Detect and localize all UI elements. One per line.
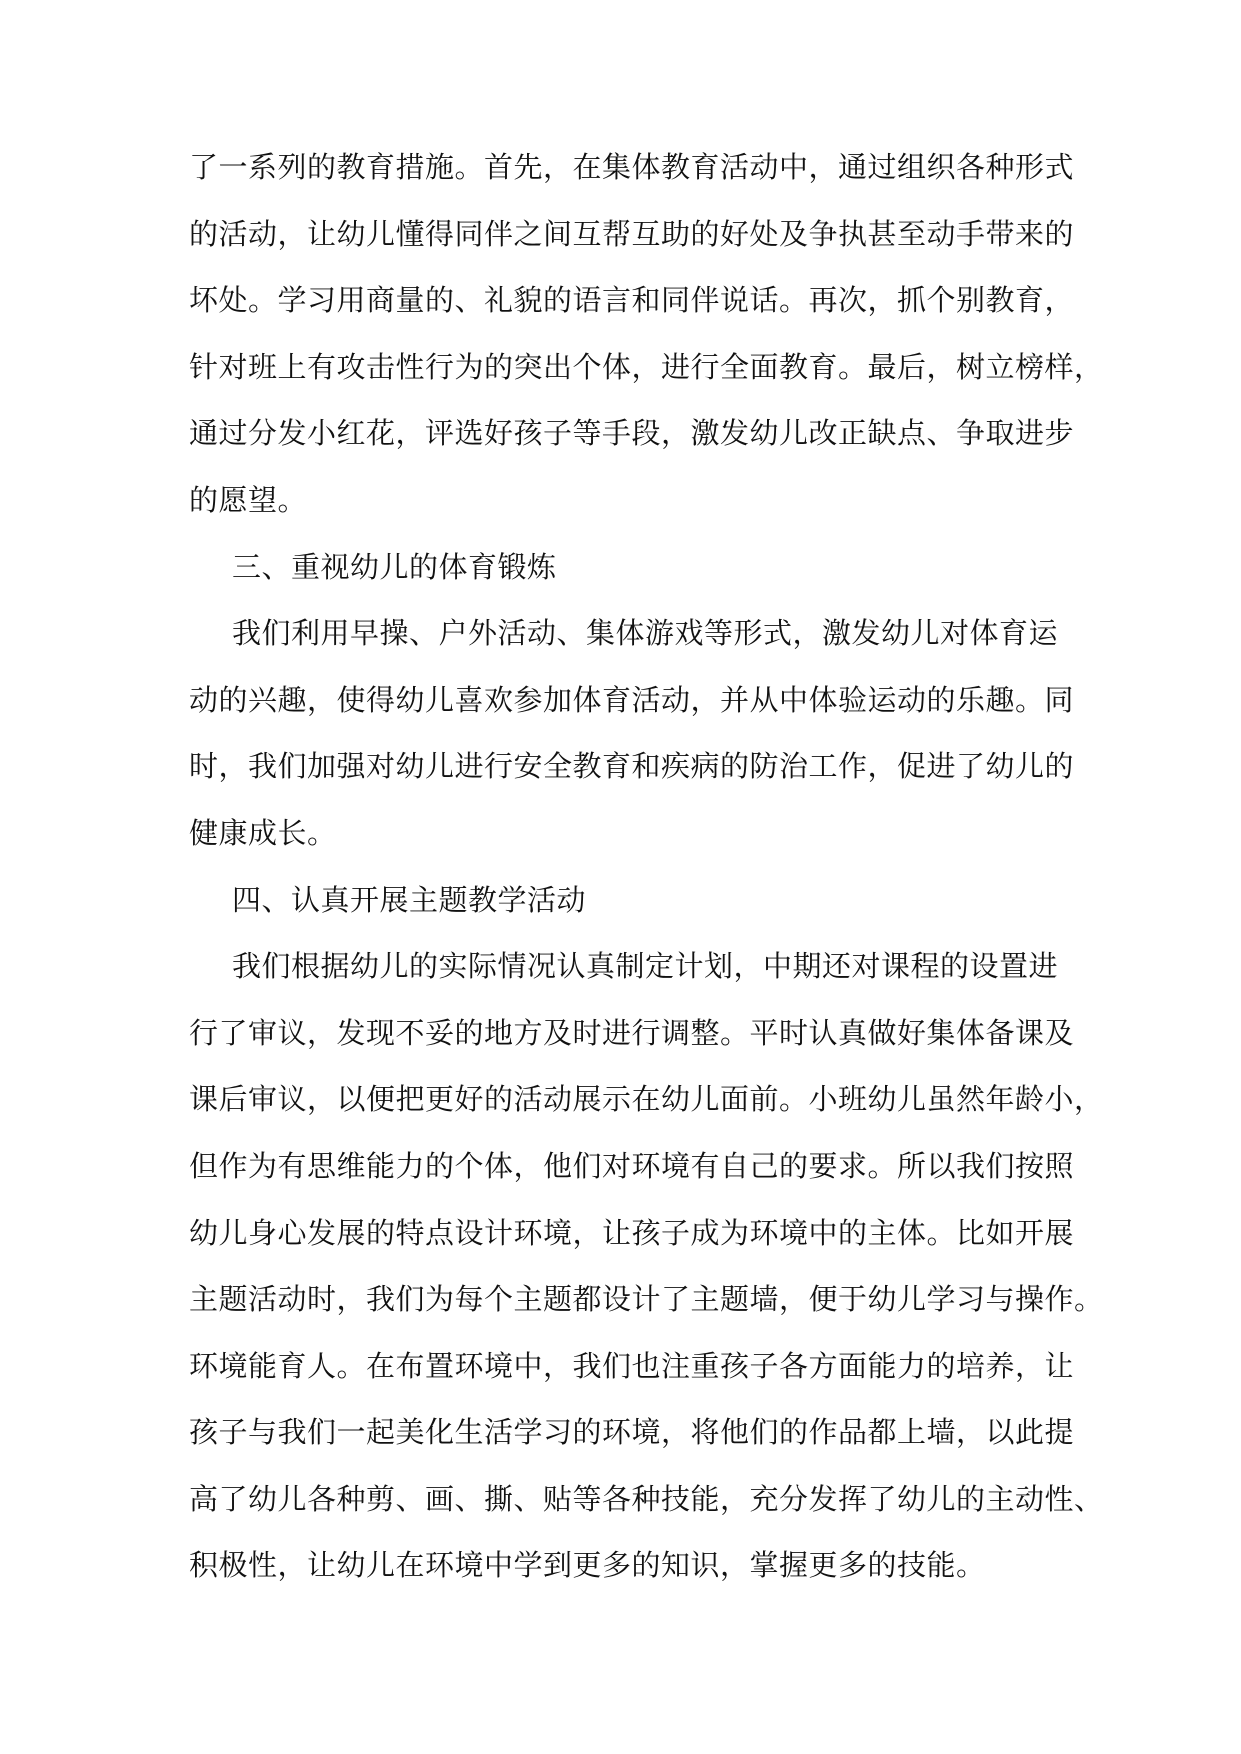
section-heading: 四、认真开展主题教学活动 bbox=[232, 882, 587, 917]
text-line: 时，我们加强对幼儿进行安全教育和疾病的防治工作，促进了幼儿的 bbox=[189, 749, 1075, 784]
text-line: 的活动，让幼儿懂得同伴之间互帮互助的好处及争执甚至动手带来的 bbox=[189, 216, 1075, 251]
text-line: 课后审议，以便把更好的活动展示在幼儿面前。小班幼儿虽然年龄小， bbox=[189, 1082, 1104, 1117]
text-line: 了一系列的教育措施。首先，在集体教育活动中，通过组织各种形式 bbox=[189, 150, 1075, 184]
text-line: 孩子与我们一起美化生活学习的环境，将他们的作品都上墙，以此提 bbox=[189, 1415, 1075, 1450]
text-line: 我们根据幼儿的实际情况认真制定计划，中期还对课程的设置进 bbox=[232, 949, 1059, 984]
text-line: 环境能育人。在布置环境中，我们也注重孩子各方面能力的培养，让 bbox=[189, 1348, 1075, 1383]
text-line: 高了幼儿各种剪、画、撕、贴等各种技能，充分发挥了幼儿的主动性、 bbox=[189, 1481, 1104, 1516]
text-line: 健康成长。 bbox=[189, 815, 337, 850]
text-line: 坏处。学习用商量的、礼貌的语言和同伴说话。再次，抓个别教育， bbox=[189, 283, 1075, 318]
text-line: 动的兴趣，使得幼儿喜欢参加体育活动，并从中体验运动的乐趣。同 bbox=[189, 682, 1075, 717]
text-line: 我们利用早操、户外活动、集体游戏等形式，激发幼儿对体育运 bbox=[232, 616, 1059, 651]
text-line: 但作为有思维能力的个体，他们对环境有自己的要求。所以我们按照 bbox=[189, 1148, 1075, 1183]
section-heading: 三、重视幼儿的体育锻炼 bbox=[232, 549, 557, 584]
text-line: 的愿望。 bbox=[189, 482, 308, 517]
document-body bbox=[189, 150, 1104, 1617]
text-line: 行了审议，发现不妥的地方及时进行调整。平时认真做好集体备课及 bbox=[189, 1015, 1075, 1050]
text-line: 针对班上有攻击性行为的突出个体，进行全面教育。最后，树立榜样， bbox=[189, 349, 1104, 384]
text-line: 积极性，让幼儿在环境中学到更多的知识，掌握更多的技能。 bbox=[189, 1548, 986, 1583]
text-line: 幼儿身心发展的特点设计环境，让孩子成为环境中的主体。比如开展 bbox=[189, 1215, 1075, 1250]
text-line: 通过分发小红花，评选好孩子等手段，激发幼儿改正缺点、争取进步 bbox=[189, 416, 1075, 451]
text-line: 主题活动时，我们为每个主题都设计了主题墙，便于幼儿学习与操作。 bbox=[189, 1282, 1104, 1317]
